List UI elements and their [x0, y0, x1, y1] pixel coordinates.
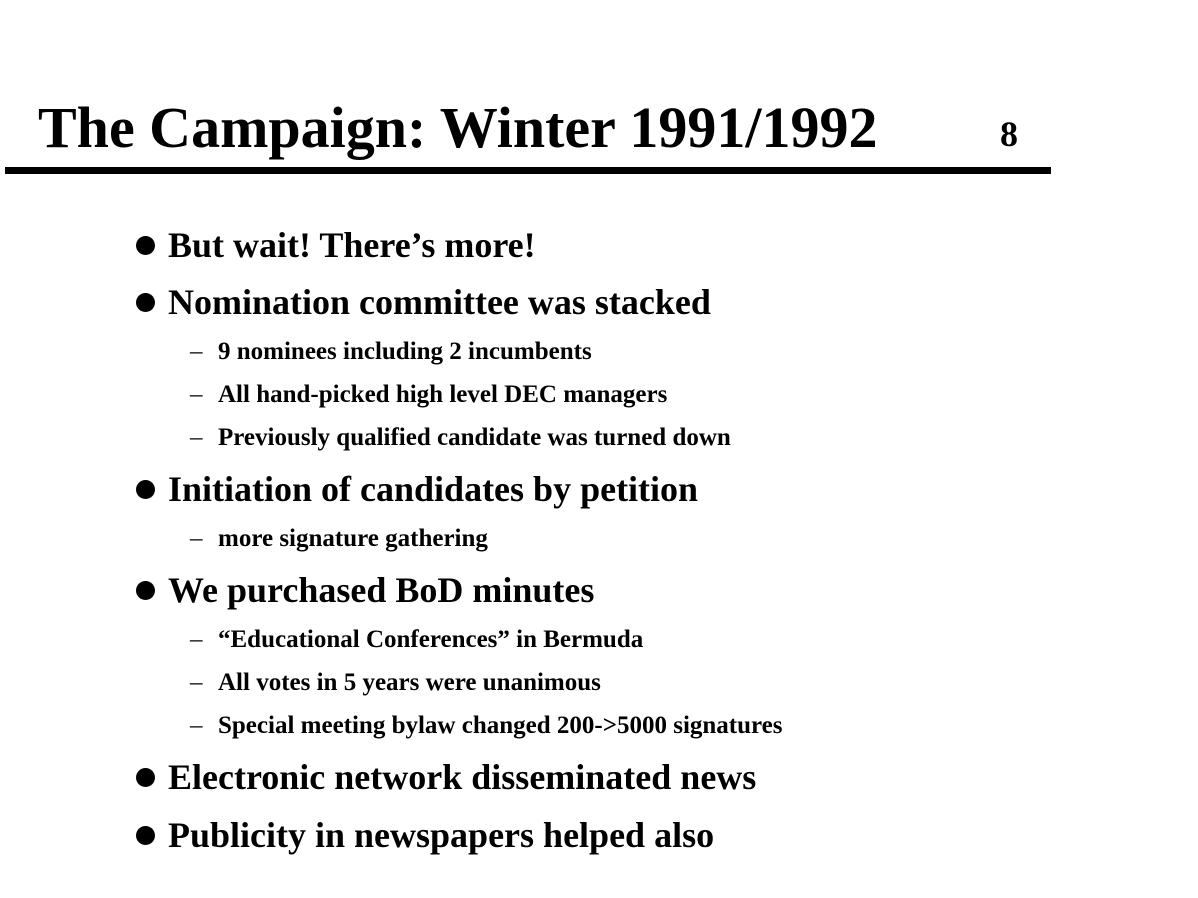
sub-bullet-item	[190, 667, 601, 699]
bullet-text: We purchased BoD minutes	[168, 570, 595, 610]
sub-bullet-item	[190, 523, 488, 555]
bullet-dot-icon	[136, 293, 155, 312]
bullet-item	[136, 812, 714, 858]
sub-bullet-text: Special meeting bylaw changed 200->5000 signatures	[218, 712, 783, 739]
sub-bullet-item	[190, 624, 643, 656]
bullet-text: Publicity in newspapers helped also	[168, 815, 715, 855]
bullet-dot-icon	[136, 581, 155, 600]
sub-bullet-item	[190, 379, 667, 411]
sub-bullet-item	[190, 710, 783, 742]
slide-title: The Campaign: Winter 1991/1992	[38, 95, 878, 160]
dash-icon: –	[190, 525, 203, 552]
sub-bullet-text: “Educational Conferences” in Bermuda	[218, 626, 644, 653]
bullet-dot-icon	[136, 236, 155, 255]
bullet-text: Nomination committee was stacked	[168, 282, 711, 322]
bullet-text: But wait! There’s more!	[168, 225, 536, 265]
sub-bullet-item	[190, 422, 731, 454]
bullet-item	[136, 754, 756, 800]
page-number: 8	[1000, 114, 1018, 154]
dash-icon: –	[190, 424, 203, 451]
sub-bullet-text: Previously qualified candidate was turned down	[218, 424, 731, 451]
bullet-dot-icon	[136, 826, 155, 845]
sub-bullet-item	[190, 336, 592, 368]
bullet-dot-icon	[136, 768, 155, 787]
sub-bullet-text: All hand-picked high level DEC managers	[218, 381, 668, 408]
dash-icon: –	[190, 381, 203, 408]
bullet-item	[136, 279, 711, 325]
bullet-item	[136, 567, 594, 613]
sub-bullet-text: more signature gathering	[218, 525, 488, 552]
dash-icon: –	[190, 626, 203, 653]
title-divider	[5, 167, 1051, 174]
dash-icon: –	[190, 338, 203, 365]
bullet-text: Electronic network disseminated news	[168, 757, 757, 797]
bullet-item	[136, 222, 536, 268]
sub-bullet-text: 9 nominees including 2 incumbents	[218, 338, 592, 365]
dash-icon: –	[190, 712, 203, 739]
bullet-dot-icon	[136, 480, 155, 499]
sub-bullet-text: All votes in 5 years were unanimous	[218, 669, 601, 696]
dash-icon: –	[190, 669, 203, 696]
bullet-item	[136, 466, 698, 512]
bullet-text: Initiation of candidates by petition	[168, 469, 699, 509]
